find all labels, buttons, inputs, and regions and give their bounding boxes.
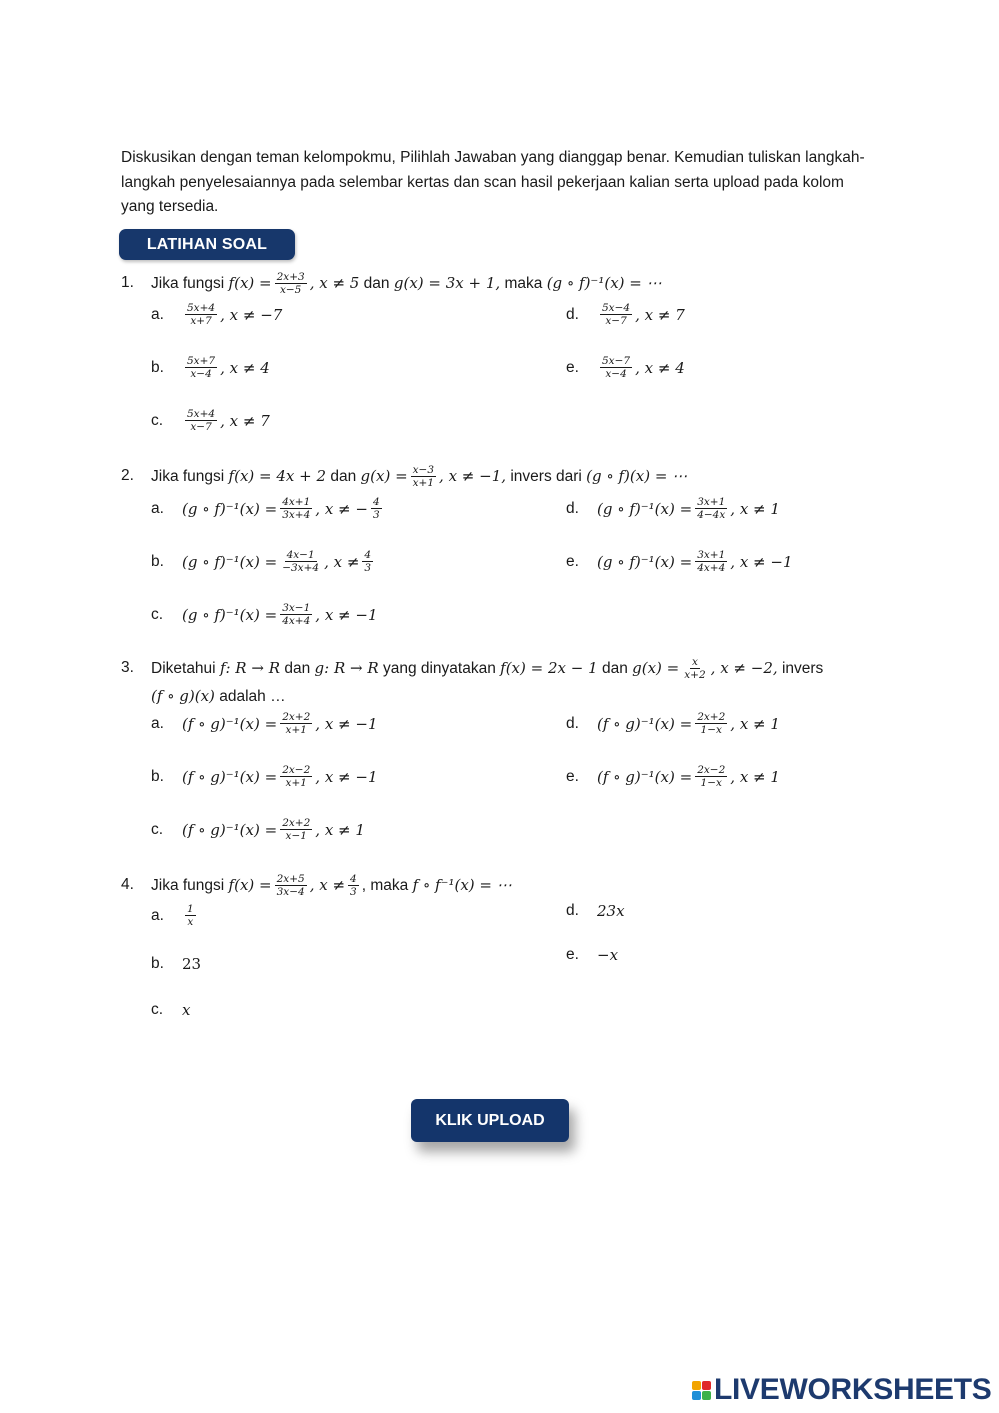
upload-button[interactable]: KLIK UPLOAD: [411, 1099, 569, 1142]
option-1e[interactable]: e. $\frac{5x-7}{x-4}$ , x ≠ 4: [566, 355, 685, 380]
question-number: 3.: [121, 659, 134, 676]
question-number: 1.: [121, 274, 134, 291]
option-3b[interactable]: b. (f ∘ g)⁻¹(x) = $\frac{2x-2}{x+1}$ , x ≠ −1: [151, 764, 378, 789]
question-stem: Jika fungsi f(x) = $\frac{2x+3}{x-5}$ , x ≠ 5 dan g(x) = 3x + 1, maka (g ∘ f)⁻¹(x) = ⋯: [151, 271, 662, 297]
liveworksheets-logo: [692, 1373, 992, 1407]
liveworksheets-logo-icon: [692, 1381, 711, 1400]
option-3e[interactable]: e. (f ∘ g)⁻¹(x) = $\frac{2x-2}{1-x}$ , x ≠ 1: [566, 764, 780, 789]
instructions-text: Diskusikan dengan teman kelompokmu, Pilihlah Jawaban yang dianggap benar. Kemudian tuliskan langkah-langkah penyelesaiannya pada selembar kertas dan scan hasil pekerjaan kalian serta upload pada kolom yang tersedia.: [121, 149, 865, 215]
option-4a[interactable]: a. $\frac{1}{x}$: [151, 903, 194, 928]
option-1a[interactable]: a. $\frac{5x+4}{x+7}$ , x ≠ −7: [151, 302, 283, 327]
option-2a[interactable]: a. (g ∘ f)⁻¹(x) = $\frac{4x+1}{3x+4}$ , x ≠ − $\frac{4}{3}$: [151, 496, 380, 521]
question-stem: Jika fungsi f(x) = $\frac{2x+5}{3x-4}$ , x ≠ $\frac{4}{3}$ , maka f ∘ f⁻¹(x) = ⋯: [151, 873, 512, 899]
question-number: 4.: [121, 876, 134, 893]
option-1c[interactable]: c. $\frac{5x+4}{x-7}$ , x ≠ 7: [151, 408, 270, 433]
latihan-soal-button[interactable]: LATIHAN SOAL: [119, 229, 295, 260]
question-stem: Jika fungsi f(x) = 4x + 2 dan g(x) = $\frac{x-3}{x+1}$ , x ≠ −1, invers dari (g ∘ f)(x) = ⋯: [151, 464, 688, 490]
option-2d[interactable]: d. (g ∘ f)⁻¹(x) = $\frac{3x+1}{4-4x}$ , x ≠ 1: [566, 496, 780, 521]
question-number: 2.: [121, 467, 134, 484]
option-4e[interactable]: e. −x: [566, 946, 619, 964]
option-4d[interactable]: d. 23x: [566, 902, 625, 920]
option-1d[interactable]: d. $\frac{5x-4}{x-7}$ , x ≠ 7: [566, 302, 685, 327]
option-3a[interactable]: a. (f ∘ g)⁻¹(x) = $\frac{2x+2}{x+1}$ , x ≠ −1: [151, 711, 378, 736]
option-4c[interactable]: c. x: [151, 1001, 191, 1019]
option-2c[interactable]: c. (g ∘ f)⁻¹(x) = $\frac{3x-1}{4x+4}$ , x ≠ −1: [151, 602, 378, 627]
option-4b[interactable]: b. 23: [151, 955, 202, 973]
option-3c[interactable]: c. (f ∘ g)⁻¹(x) = $\frac{2x+2}{x-1}$ , x ≠ 1: [151, 817, 365, 842]
question-stem: Diketahui f: R → R dan g: R → R yang dinyatakan f(x) = 2x − 1 dan g(x) = $\frac{x}{x+2}$ , x ≠ −2, invers: [151, 656, 824, 682]
option-3d[interactable]: d. (f ∘ g)⁻¹(x) = $\frac{2x+2}{1-x}$ , x ≠ 1: [566, 711, 780, 736]
option-2e[interactable]: e. (g ∘ f)⁻¹(x) = $\frac{3x+1}{4x+4}$ , x ≠ −1: [566, 549, 793, 574]
option-1b[interactable]: b. $\frac{5x+7}{x-4}$ , x ≠ 4: [151, 355, 270, 380]
brand-text: LIVEWORKSHEETS: [714, 1373, 992, 1406]
option-2b[interactable]: b. (g ∘ f)⁻¹(x) = $\frac{4x-1}{-3x+4}$ , x ≠ $\frac{4}{3}$: [151, 549, 372, 574]
